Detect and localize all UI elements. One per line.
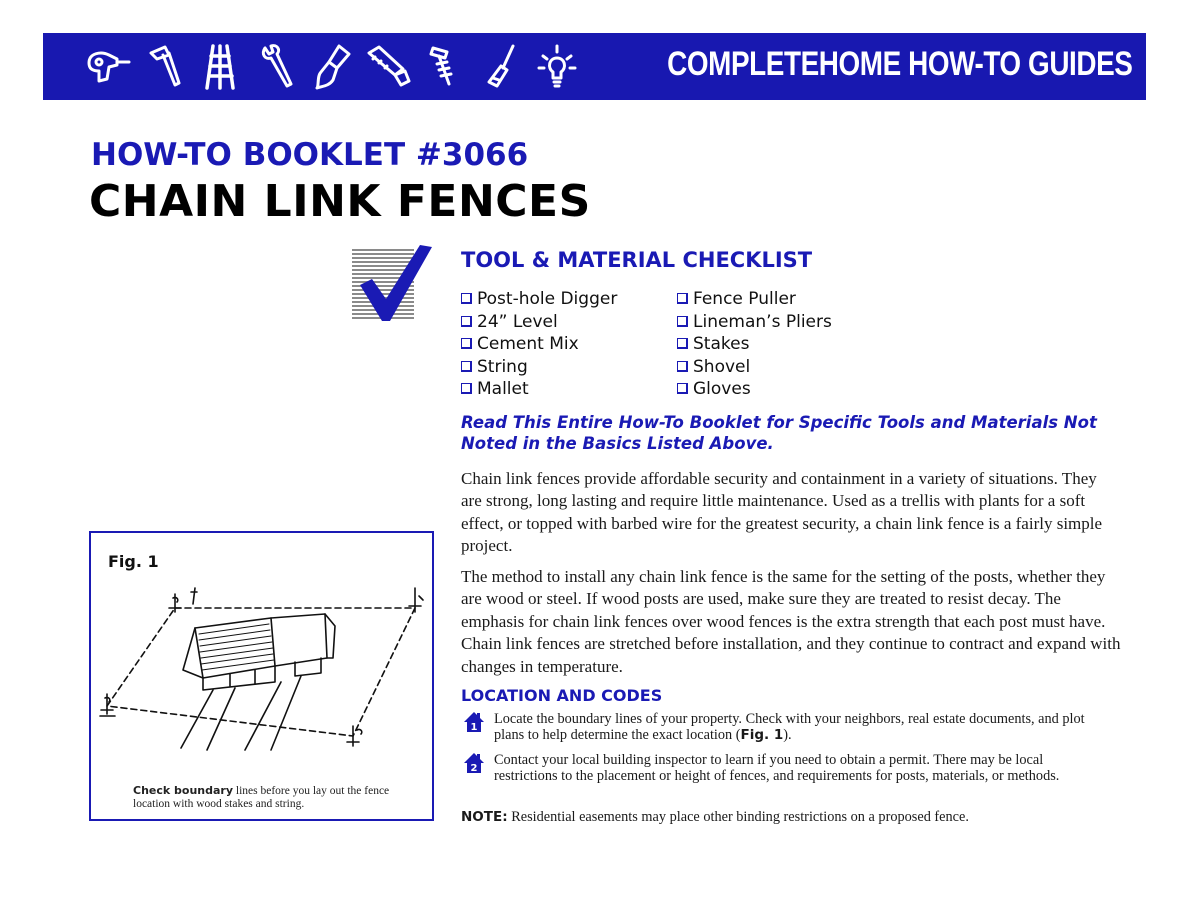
saw-icon bbox=[361, 39, 417, 95]
checklist-item bbox=[461, 333, 617, 356]
note-label: NOTE: bbox=[461, 809, 508, 825]
checklist-item-label: Gloves bbox=[693, 379, 751, 400]
step-2-number: 2 bbox=[470, 763, 478, 774]
paintbrush-icon bbox=[305, 39, 361, 95]
checkbox-icon bbox=[677, 316, 688, 327]
fig-1-reference: Fig. 1 bbox=[740, 727, 784, 744]
tool-icon-row bbox=[81, 39, 585, 95]
checklist-item bbox=[677, 333, 832, 356]
checklist-item bbox=[677, 311, 832, 334]
step-2 bbox=[463, 752, 1103, 784]
checklist-left-column bbox=[461, 288, 617, 401]
checkbox-icon bbox=[461, 316, 472, 327]
location-codes-heading: LOCATION AND CODES bbox=[461, 686, 663, 705]
step-2-text: Contact your local building inspector to learn if you need to obtain a permit. There may be local restrictions to the placement or height of fences, and requirements for posts, materials, or methods. bbox=[494, 752, 1060, 785]
house-step-1-icon bbox=[463, 711, 483, 731]
checklist-item-label: Stakes bbox=[693, 334, 750, 355]
checklist-item-label: Post-hole Digger bbox=[477, 289, 618, 309]
checklist-item bbox=[677, 288, 832, 311]
checkbox-icon bbox=[461, 293, 472, 304]
booklet-number: HOW-TO BOOKLET #3066 bbox=[91, 137, 529, 173]
lightbulb-icon bbox=[529, 39, 585, 95]
checklist-item bbox=[461, 356, 617, 379]
checklist-item bbox=[677, 378, 832, 401]
house-step-2-icon bbox=[463, 752, 483, 772]
note-text: Residential easements may place other binding restrictions on a proposed fence. bbox=[511, 809, 969, 825]
ladder-icon bbox=[193, 39, 249, 95]
header-banner bbox=[43, 33, 1146, 100]
figure-caption bbox=[133, 785, 423, 810]
step-1-text: Locate the boundary lines of your property. Check with your neighbors, real estate documents, and plot plans to help determine the exact location ( bbox=[494, 711, 1085, 744]
hammer-icon bbox=[137, 39, 193, 95]
step-1 bbox=[463, 711, 1103, 743]
brand-title: COMPLETEHOME HOW-TO GUIDES bbox=[666, 45, 1132, 83]
read-booklet-note: Read This Entire How-To Booklet for Specific Tools and Materials Not Noted in the Basics Listed Above. bbox=[461, 413, 1097, 453]
checklist-item-label: String bbox=[477, 356, 528, 377]
checkbox-icon bbox=[677, 383, 688, 394]
checklist-item bbox=[461, 378, 617, 401]
checkmark-icon bbox=[352, 245, 432, 323]
easement-note bbox=[461, 809, 969, 826]
checklist-item bbox=[677, 356, 832, 379]
checklist-item-label: 24” Level bbox=[477, 311, 558, 332]
checkbox-icon bbox=[677, 338, 688, 349]
checkbox-icon bbox=[461, 383, 472, 394]
step-1-text-end: ). bbox=[783, 727, 792, 744]
figure-label: Fig. 1 bbox=[108, 552, 159, 571]
checkbox-icon bbox=[677, 293, 688, 304]
checklist-item-label: Mallet bbox=[477, 379, 529, 400]
caption-text: lines before you lay out the fence location with wood stakes and string. bbox=[133, 785, 390, 810]
method-paragraph: The method to install any chain link fence is the same for the setting of the posts, whether they are wood or steel. If wood posts are used, make sure they are treated to resist decay. The emphasis for chain link fences over wood fences is the extra strength that each post must have. Chain link fences are stretched before installation, and they continue to contract and expand with changes in temperature. bbox=[461, 567, 1121, 676]
checklist-item bbox=[461, 288, 617, 311]
intro-paragraph: Chain link fences provide affordable security and containment in a variety of situations. They are strong, long lasting and require little maintenance. Used as a trellis with plants for a soft effect, or topped with barbed wire for the greatest security, a chain link fence is a fairly simple project. bbox=[461, 469, 1103, 556]
drill-icon bbox=[81, 39, 137, 95]
checklist-item-label: Shovel bbox=[693, 356, 751, 377]
step-1-number: 1 bbox=[470, 722, 478, 733]
screwdriver-icon bbox=[473, 39, 529, 95]
checkbox-icon bbox=[461, 361, 472, 372]
screw-icon bbox=[417, 39, 473, 95]
checklist-item bbox=[461, 311, 617, 334]
checkbox-icon bbox=[677, 361, 688, 372]
caption-bold: Check boundary bbox=[133, 784, 234, 797]
checklist-item-label: Cement Mix bbox=[477, 334, 579, 355]
checklist-item-label: Fence Puller bbox=[693, 289, 796, 309]
checklist-title: TOOL & MATERIAL CHECKLIST bbox=[461, 248, 813, 272]
wrench-icon bbox=[249, 39, 305, 95]
stake-icons bbox=[100, 588, 423, 746]
property-boundary-illustration bbox=[95, 578, 429, 778]
checklist-item-label: Lineman’s Pliers bbox=[693, 311, 832, 332]
checkbox-icon bbox=[461, 338, 472, 349]
checklist-right-column bbox=[677, 288, 832, 401]
page-title: CHAIN LINK FENCES bbox=[89, 176, 591, 227]
